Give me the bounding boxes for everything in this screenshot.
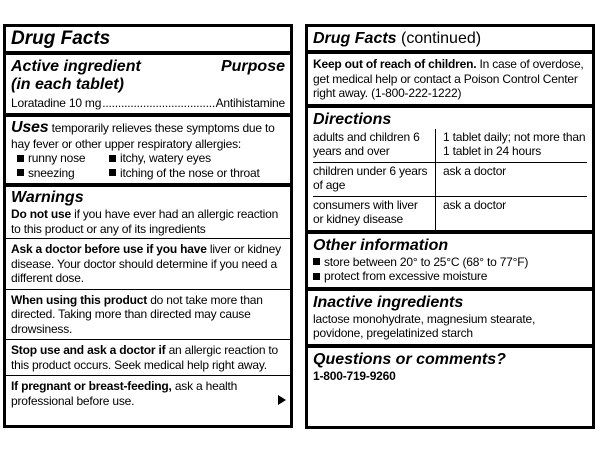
- questions-phone: 1-800-719-9260: [313, 368, 396, 383]
- symptom-item: itching of the nose or throat: [103, 166, 285, 181]
- continued-label: (continued): [396, 30, 482, 47]
- directions-section: [308, 104, 592, 230]
- drug-facts-continued-header: [308, 27, 592, 50]
- drug-facts-header: [6, 27, 290, 51]
- keep-out-heading: Keep out of reach of children.: [313, 57, 477, 71]
- directions-table: [313, 129, 587, 230]
- warning-item: Stop use and ask a doctor if an allergic reaction to this product occurs. Seek medical help right away.: [11, 343, 279, 372]
- other-information-section: [308, 230, 592, 287]
- inactive-ingredients-text: lactose monohydrate, magnesium stearate, povidone, pregelatinized starch: [313, 311, 536, 340]
- directions-dose: ask a doctor: [436, 162, 588, 196]
- warnings-heading: Warnings: [11, 189, 84, 206]
- drug-facts-continued-title: Drug Facts: [313, 30, 397, 47]
- questions-section: [308, 344, 592, 387]
- square-bullet-icon: [109, 169, 116, 176]
- directions-dose: 1 tablet daily; not more than 1 tablet in 24 hours: [443, 129, 586, 158]
- symptom-item: runny nose: [11, 151, 103, 166]
- directions-who: adults and children 6 years and over: [313, 129, 436, 163]
- active-ingredient-subheading: (in each tablet): [11, 76, 124, 93]
- directions-dose: ask a doctor: [436, 196, 588, 230]
- ingredient-purpose: Antihistamine: [215, 96, 285, 110]
- continue-arrow-icon: [278, 395, 286, 405]
- other-info-item: store between 20° to 25°C (68° to 77°F): [313, 255, 587, 270]
- table-row: [313, 162, 587, 196]
- other-info-item: protect from excessive moisture: [313, 269, 587, 284]
- square-bullet-icon: [17, 169, 24, 176]
- table-row: [313, 129, 587, 163]
- uses-section: [6, 113, 290, 184]
- drug-facts-panel-right: [305, 24, 595, 429]
- uses-heading: Uses: [11, 118, 49, 136]
- other-information-heading: Other information: [313, 236, 449, 254]
- keep-out-section: [308, 50, 592, 104]
- directions-heading: Directions: [313, 110, 392, 128]
- directions-who: children under 6 years of age: [313, 162, 436, 196]
- square-bullet-icon: [109, 155, 116, 162]
- square-bullet-icon: [17, 155, 24, 162]
- inactive-ingredients-section: [308, 287, 592, 344]
- table-row: [313, 196, 587, 230]
- warning-item: Ask a doctor before use if you have liver or kidney disease. Your doctor should determine if you need a different dose.: [11, 242, 281, 285]
- ingredient-name: Loratadine 10 mg: [11, 96, 102, 110]
- warnings-section: [6, 183, 290, 411]
- active-ingredient-heading: Active ingredient: [11, 58, 141, 75]
- square-bullet-icon: [313, 258, 320, 265]
- symptom-item: itchy, watery eyes: [103, 151, 285, 166]
- symptom-item: sneezing: [11, 166, 103, 181]
- uses-text: temporarily relieves these symptoms due to hay fever or other upper respiratory allergies:: [11, 120, 275, 151]
- keep-out-text: In case of overdose, get medical help or contact a Poison Control Center right away. (1-800-222-1222): [313, 57, 584, 100]
- purpose-heading: Purpose: [220, 58, 285, 75]
- directions-who: consumers with liver or kidney disease: [313, 196, 436, 230]
- active-ingredient-section: [6, 51, 290, 113]
- warning-item: Do not use if you have ever had an allergic reaction to this product or any of its ingredients: [11, 207, 279, 236]
- inactive-ingredients-heading: Inactive ingredients: [313, 293, 464, 311]
- drug-facts-title: Drug Facts: [11, 28, 111, 49]
- drug-facts-panel-left: [3, 24, 293, 428]
- square-bullet-icon: [313, 273, 320, 280]
- questions-heading: Questions or comments?: [313, 350, 506, 368]
- leader-dots: [102, 96, 214, 111]
- warning-item: If pregnant or breast-feeding, ask a health professional before use.: [11, 379, 238, 408]
- warning-item: When using this product do not take more than directed. Taking more than directed may cause drowsiness.: [11, 292, 263, 336]
